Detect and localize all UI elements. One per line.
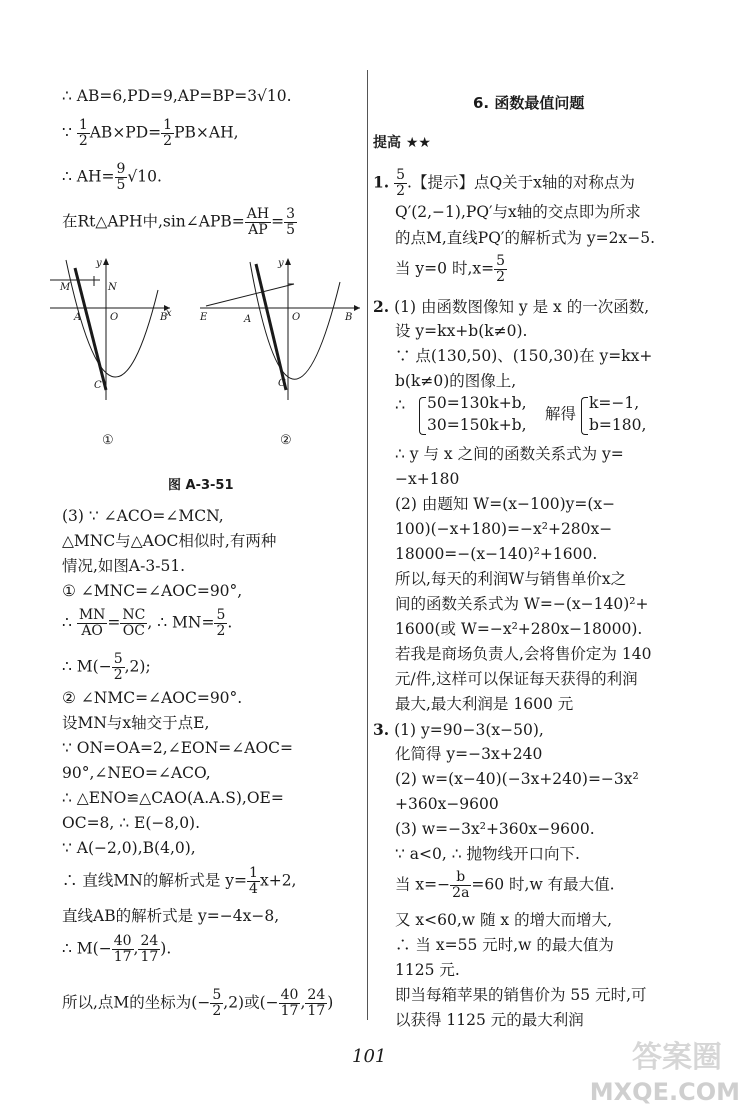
figure-caption: 图 A-3-51 — [168, 478, 234, 493]
fraction: $\frac{NC}{OC}$ — [122, 607, 146, 639]
watermark-url: MXQE.COM — [589, 1078, 740, 1106]
fraction: $\frac{1}{2}$ — [163, 117, 173, 149]
q3-line11: 即当每箱苹果的销售价为 55 元时,可 — [395, 986, 647, 1004]
line-e-point: OC=8, ∴ E(−8,0). — [62, 814, 201, 832]
label-A: A — [74, 312, 82, 323]
fraction: $\frac{40}{17}$ — [280, 987, 299, 1019]
line-aco: (3) ∵ ∠ACO=∠MCN, — [62, 507, 224, 525]
q3-line5: (3) w=−3x²+360x−9600. — [395, 820, 595, 838]
label-A2: A — [244, 314, 252, 325]
line-cases: 情况,如图A-3-51. — [62, 557, 186, 575]
label-x: x — [166, 308, 172, 319]
circled-1: ① — [102, 433, 114, 448]
line-mn-eq: ∴ 直线MN的解析式是 y= $\frac{1}{4}$ x+2, — [62, 865, 297, 897]
q3-line4: +360x−9600 — [395, 795, 499, 813]
line-ab-points: ∵ A(−2,0),B(4,0), — [62, 839, 196, 857]
q3-line7: 当 x=− $\frac{b}{2a}$ =60 时,w 有最大值. — [395, 869, 615, 901]
q2-line15: 元/件,这样可以保证每天获得的利润 — [395, 670, 638, 688]
line-case1: ① ∠MNC=∠AOC=90°, — [62, 582, 243, 600]
fraction: $\frac{1}{4}$ — [249, 865, 258, 897]
label-B2: B — [345, 312, 353, 323]
line-on-oa: ∵ ON=OA=2,∠EON=∠AOC= — [62, 739, 294, 757]
label-C: C — [94, 380, 102, 391]
q3-line2: 化简得 y=−3x+240 — [395, 745, 543, 763]
line-similar: △MNC与△AOC相似时,有两种 — [62, 532, 277, 550]
q2-line16: 最大,最大利润是 1600 元 — [395, 695, 574, 713]
q2-line12: 间的函数关系式为 W=−(x−140)²+ — [395, 595, 649, 613]
line-ab-eq: 直线AB的解析式是 y=−4x−8, — [62, 907, 280, 925]
q2-line10: 18000=−(x−140)²+1600. — [395, 545, 598, 563]
line-case2: ② ∠NMC=∠AOC=90°. — [62, 689, 243, 707]
q3-line3: (2) w=(x−40)(−3x+240)=−3x² — [395, 770, 639, 788]
q3-line1: 3. (1) y=90−3(x−50), — [373, 720, 544, 739]
line-ratio: ∴ $\frac{MN}{AO}$ = $\frac{NC}{OC}$ , ∴ MN= $\frac{5}{2}$ . — [62, 607, 233, 639]
figure-1 — [50, 258, 172, 448]
line-ab-pd: ∴ AB=6,PD=9,AP=BP=3√10. — [62, 87, 292, 105]
fraction: $\frac{5}{2}$ — [212, 987, 222, 1019]
line-m1: ∴ M(− $\frac{5}{2}$ ,2); — [62, 651, 151, 683]
q1-line1: 1. $\frac{5}{2}$ .【提示】点Q关于x轴的对称点为 — [373, 167, 635, 199]
fraction: $\frac{24}{17}$ — [307, 987, 326, 1019]
q2-line3: ∵ 点(130,50)、(150,30)在 y=kx+ — [395, 347, 653, 365]
figure-2 — [199, 258, 360, 448]
q2-line2: 设 y=kx+b(k≠0). — [395, 322, 528, 340]
q3-line6: ∵ a<0, ∴ 抛物线开口向下. — [395, 845, 580, 863]
label-B: B — [160, 312, 168, 323]
line-m2: ∴ M(− $\frac{40}{17}$ , $\frac{24}{17}$ ). — [62, 933, 172, 965]
page-number: 101 — [352, 1046, 387, 1067]
line-neo: 90°,∠NEO=∠ACO, — [62, 764, 211, 782]
fraction: $\frac{1}{2}$ — [78, 117, 88, 149]
q2-line4: b(k≠0)的图像上, — [395, 372, 517, 390]
q1-line2: Q′(2,−1),PQ′与x轴的交点即为所求 — [395, 203, 641, 221]
section-title: 6. 函数最值问题 — [473, 94, 585, 112]
fraction: $\frac{5}{2}$ — [113, 651, 123, 683]
fraction: $\frac{40}{17}$ — [113, 933, 132, 965]
q2-line7: −x+180 — [395, 470, 460, 488]
line-congruent: ∴ △ENO≌△CAO(A.A.S),OE= — [62, 789, 284, 807]
label-E: E — [200, 312, 208, 323]
fraction: $\frac{24}{17}$ — [140, 933, 159, 965]
q1-line3: 的点M,直线PQ′的解析式为 y=2x−5. — [395, 229, 656, 247]
label-N: N — [108, 282, 117, 293]
q2-line9: 100)(−x+180)=−x²+280x− — [395, 520, 613, 538]
line-conclusion: 所以,点M的坐标为(− $\frac{5}{2}$ ,2)或(− $\frac{40}{17}$ , $\frac{24}{17}$ ) — [62, 987, 334, 1019]
label-y2: y — [278, 258, 284, 269]
q2-line13: 1600(或 W=−x²+280x−18000). — [395, 620, 643, 638]
label-C2: C — [278, 378, 286, 389]
fraction: $\frac{MN}{AO}$ — [78, 607, 106, 639]
q3-line12: 以获得 1125 元的最大利润 — [395, 1011, 584, 1029]
label-y: y — [96, 258, 102, 269]
q2-line14: 若我是商场负责人,会将售价定为 140 — [395, 645, 652, 663]
fraction: $\frac{5}{2}$ — [216, 607, 226, 639]
fraction: $\frac{5}{2}$ — [496, 253, 506, 285]
q3-line8: 又 x<60,w 随 x 的增大而增大, — [395, 911, 613, 929]
label-O: O — [110, 312, 119, 323]
label-O2: O — [292, 312, 301, 323]
q2-line8: (2) 由题知 W=(x−100)y=(x− — [395, 495, 616, 513]
circled-2: ② — [280, 433, 292, 448]
fraction: $\frac{9}{5}$ — [116, 161, 126, 193]
q2-line11: 所以,每天的利润W与销售单价x之 — [395, 570, 627, 588]
q3-line9: ∴ 当 x=55 元时,w 的最大值为 — [395, 936, 614, 954]
q2-system: ∴ 50=130k+b, 30=150k+b, 解得 k=−1, b=180, — [395, 394, 647, 434]
level-label: 提高 ★★ — [373, 135, 431, 151]
label-M: M — [60, 282, 71, 293]
q2-line6: ∴ y 与 x 之间的函数关系式为 y= — [395, 445, 624, 463]
column-divider — [367, 70, 368, 1020]
line-ah: ∴ AH= $\frac{9}{5}$ √10. — [62, 161, 162, 193]
q3-line10: 1125 元. — [395, 961, 460, 979]
line-sin: 在Rt△APH中,sin∠APB= $\frac{AH}{AP}$ = $\frac{3}{5}$ — [62, 206, 296, 238]
q1-line4: 当 y=0 时,x= $\frac{5}{2}$ — [395, 253, 506, 285]
fraction: $\frac{5}{2}$ — [396, 167, 406, 199]
parabola-figure — [50, 250, 362, 480]
line-set-e: 设MN与x轴交于点E, — [62, 714, 210, 732]
q2-line1: 2. (1) 由函数图像知 y 是 x 的一次函数, — [373, 297, 650, 316]
watermark-logo: 答案圈 — [632, 1040, 722, 1075]
fraction: $\frac{AH}{AP}$ — [246, 206, 270, 238]
fraction: $\frac{b}{2a}$ — [452, 869, 470, 901]
fraction: $\frac{3}{5}$ — [286, 206, 296, 238]
line-area-eq: ∵ $\frac{1}{2}$ AB×PD= $\frac{1}{2}$ PB×AH, — [62, 117, 239, 149]
